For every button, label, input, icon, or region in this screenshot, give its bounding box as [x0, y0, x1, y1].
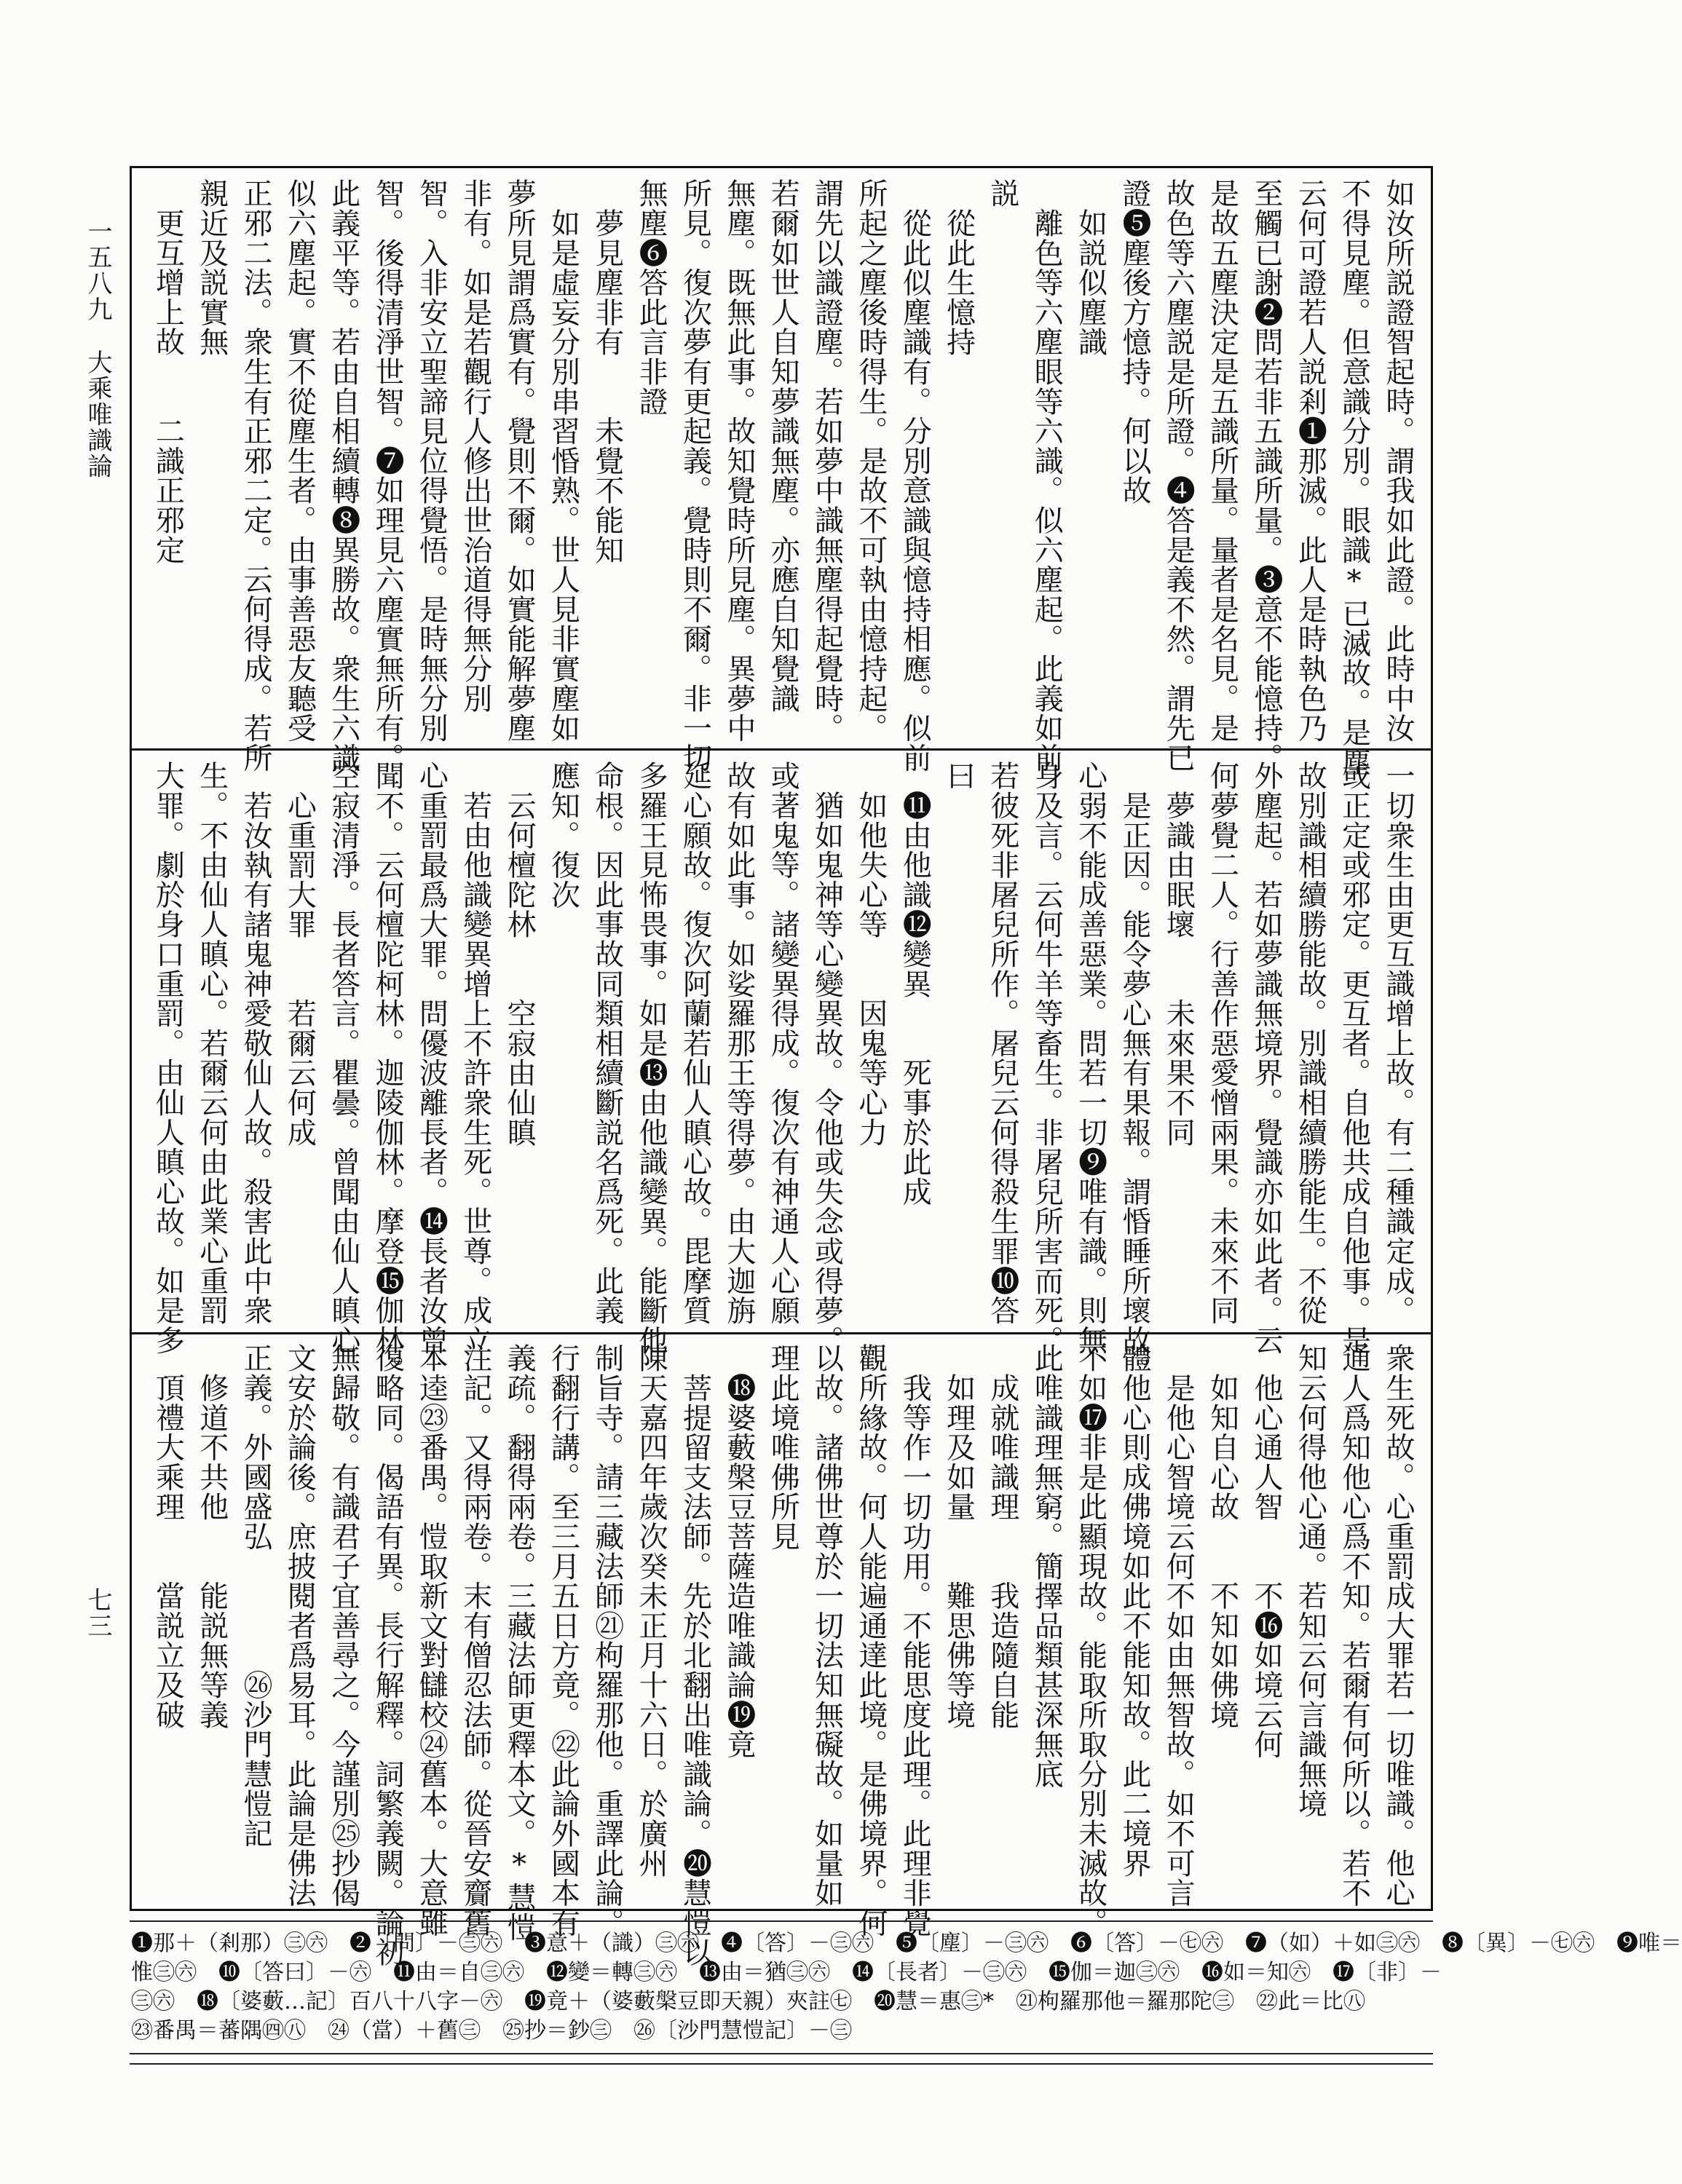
text-column: 若爾如世人自知夢識無塵。亦應自知覺識: [766, 178, 800, 713]
text-column: 何夢覺二人。行善作惡愛憎兩果。未來不同: [1205, 761, 1239, 1326]
text-column: 若彼死非屠兒所作。屠兒云何得殺生罪❿答: [985, 761, 1019, 1326]
text-column: 所見。復次夢有更起義。覺時則不爾。非一切: [678, 178, 712, 772]
text-column: 非有。如是若觀行人修出世治道得無分別: [458, 178, 492, 713]
text-column: 本逵㉓番禺。愷取新文對讎校㉔舊本。大意雖: [414, 1343, 449, 1937]
text-column: 身及言。云何牛羊等畜生。非屠兒所害而死。: [1030, 761, 1064, 1355]
text-column: 通人爲知他心爲不知。若爾有何所以。若不: [1337, 1343, 1371, 1908]
text-column: 至觸已謝❷問若非五識所量。❸意不能憶持。: [1249, 178, 1283, 772]
text-column: 夢識由眠壞 未來果不同: [1161, 761, 1196, 1147]
text-column: 從此似塵識有。分別意識與憶持相應。似前: [898, 178, 932, 772]
text-column: 理此境唯佛所見: [766, 1343, 800, 1551]
text-column: 陳天嘉四年歲次癸未正月十六日。於廣州: [634, 1343, 668, 1878]
text-column: 謂先以識證塵。若如夢中識無塵得起覺時。: [810, 178, 844, 743]
text-column: 不如⓱非是此顯現故。能取所取分別未滅故。: [1073, 1343, 1107, 1937]
text-column: 此義平等。若由自相續轉❽異勝故。衆生六識: [326, 178, 360, 772]
text-column: 如説似塵識: [1073, 178, 1107, 357]
text-column: 如理及如量 難思佛等境: [941, 1343, 976, 1730]
text-column: 證❺塵後方憶持。何以故: [1117, 178, 1151, 505]
text-band-2: [146, 761, 1420, 1385]
text-column: 似六塵起。實不從塵生者。由事善惡友聽受: [283, 178, 317, 743]
text-column: 故有如此事。如娑羅那王等得夢。由大迦旃: [722, 761, 756, 1326]
text-column: 無歸敬。有識君子宜善尋之。今謹別㉕抄偈: [326, 1343, 360, 1908]
text-column: 復略同。偈語有異。長行解釋。詞繁義闕。論初: [371, 1343, 405, 1967]
text-column: 更互增上故 二識正邪定: [151, 178, 185, 565]
text-column: 故別識相續勝能故。別識相續勝能生。不從: [1293, 761, 1327, 1326]
footnote-rule: [130, 1920, 1433, 1922]
text-column: 我等作一切功用。不能思度此理。此理非覺: [898, 1343, 932, 1937]
text-column: 若汝執有諸鬼神愛敬仙人故。殺害此中衆: [239, 761, 273, 1326]
text-column: 是正因。能令夢心無有果報。謂惛睡所壞故。: [1117, 761, 1151, 1385]
page-number: 一五八九: [83, 218, 112, 323]
text-column: 從此生憶持: [941, 178, 976, 357]
text-column: 智。入非安立聖諦見位得覺悟。是時無分別: [414, 178, 449, 743]
footnote-line: ❶那＋（剎那）㊂㊅ ❷〔問〕－㊂㊅ ❸意＋（識）㊂㊅ ❹〔答〕－㊂㊅ ❺〔塵〕－㊂㊅ ❻〔答〕－㊆㊅ ❼（如）＋如㊂㊅ ❽〔異〕－㊆㊅ ❾唯＝: [131, 1931, 1682, 1956]
text-column: 如是虛妄分別串習惛熟。世人見非實塵如: [546, 178, 580, 743]
text-column: 命根。因此事故同類相續斷説名爲死。此義: [590, 761, 624, 1326]
text-column: 行翻行講。至三月五日方竟。㉒此論外國本有: [546, 1343, 580, 1937]
text-column: 曰: [941, 761, 976, 791]
text-column: 是他心智境云何不如由無智故。如不可言: [1161, 1343, 1196, 1908]
text-column: 以故。諸佛世尊於一切法知無礙故。如量如: [810, 1343, 844, 1908]
book-title: 大乘唯識論: [83, 349, 112, 480]
text-column: 如他失心等 因鬼等心力: [853, 761, 888, 1147]
text-column: ⓲婆藪槃豆菩薩造唯識論⓳竟: [722, 1343, 756, 1760]
text-column: 心弱不能成善惡業。問若一切❾唯有識。則無: [1073, 761, 1107, 1355]
text-column: 離色等六塵眼等六識。似六塵起。此義如前: [1030, 178, 1064, 772]
text-column: 衆生死故。心重罰成大罪若一切唯識。他心: [1381, 1343, 1415, 1908]
footnote-line: ㊂㊅ ⓲〔婆藪…記〕百八十八字－㊅ ⓳竟＋（婆藪槃豆即天親）夾註㊆ ⓴慧＝惠㊂* ㉑枸羅那他＝羅那陀㊂ ㉒此＝比㊇: [131, 1989, 1365, 2014]
text-column: 若由他識變異增上不許衆生死。世尊。成立: [458, 761, 492, 1355]
text-column: 義疏。翻得兩卷。三藏法師更釋本文。*慧愷: [502, 1343, 537, 1942]
text-column: 是故五塵決定是五識所量。量者是名見。是: [1205, 178, 1239, 743]
footnotes: [131, 1929, 1682, 2046]
folio-number: 七三: [83, 1587, 112, 1639]
footnote-line: ㉓番禺＝蕃隅㊃㊇ ㉔（當）＋舊㊂ ㉕抄＝鈔㊂ ㉖〔沙門慧愷記〕－㊂: [131, 2018, 852, 2043]
text-column: 智。後得清淨世智。❼如理見六塵實無所有。: [371, 178, 405, 772]
text-column: 云何檀陀林 空寂由仙瞋: [502, 761, 537, 1147]
text-column: 無塵❻答此言非證: [634, 178, 668, 416]
text-column: 體他心則成佛境如此不能知故。此二境界: [1117, 1343, 1151, 1878]
text-column: 夢見塵非有 未覺不能知: [590, 178, 624, 565]
text-column: 不得見塵。但意識分別。眼識*已滅故。是塵: [1337, 178, 1371, 777]
text-band-1: [146, 178, 1420, 777]
text-column: 説: [985, 178, 1019, 208]
text-column: 聞不。云何檀陀柯林。迦陵伽林。摩登⓯伽林。: [371, 761, 405, 1385]
text-column: 一切衆生由更互識增上故。有二種識定成。: [1381, 761, 1415, 1326]
text-column: 多羅王見怖畏事。如是⓭由他識變異。能斷他: [634, 761, 668, 1355]
text-column: 觀所緣故。何人能遍通達此境。是佛境界。何: [853, 1343, 888, 1937]
text-column: 云何可證若人説剎❶那滅。此人是時執色乃: [1293, 178, 1327, 743]
text-column: 心重罰最爲大罪。問優波離長者。⓮長者汝曾: [414, 761, 449, 1355]
text-column: 正義。外國盛弘 ㉖沙門慧愷記: [239, 1343, 273, 1848]
text-column: 生。不由仙人瞋心。若爾云何由此業心重罰: [194, 761, 229, 1326]
text-column: ⓫由他識⓬變異 死事於此成: [898, 761, 932, 1206]
text-column: 正邪二法。衆生有正邪二定。云何得成。若所: [239, 178, 273, 772]
text-column: 無塵。既無此事。故知覺時所見塵。異夢中: [722, 178, 756, 743]
band-divider-2: [130, 1332, 1433, 1334]
text-column: 或正定或邪定。更互者。自他共成自他事。是: [1337, 761, 1371, 1355]
text-column: 菩提留支法師。先於北翻出唯識論。⓴慧愷以: [678, 1343, 712, 1967]
text-column: 夢所見謂爲實有。覺則不爾。如實能解夢塵: [502, 178, 537, 743]
text-column: 如知自心故 不知如佛境: [1205, 1343, 1239, 1730]
band-divider-1: [130, 748, 1433, 751]
bottom-rule-1: [130, 2053, 1433, 2054]
text-column: 心重罰大罪 若爾云何成: [283, 761, 317, 1147]
bottom-rule-2: [130, 2063, 1433, 2065]
text-column: 故色等六塵説是所證。❹答是義不然。謂先已: [1161, 178, 1196, 772]
text-column: 他心通人智 不⓰如境云何: [1249, 1343, 1283, 1760]
text-column: 文安於論後。庶披閱者爲易耳。此論是佛法: [283, 1343, 317, 1908]
text-column: 應知。復次: [546, 761, 580, 909]
text-column: 大罪。劇於身口重罰。由仙人瞋心故。如是多: [151, 761, 185, 1355]
text-column: 如汝所説證智起時。謂我如此證。此時中汝: [1381, 178, 1415, 743]
footnote-line: 惟㊂㊅ ❿〔答曰〕－㊅ ⓫由＝自㊂㊅ ⓬變＝轉㊂㊅ ⓭由＝猶㊂㊅ ⓮〔長者〕－㊂㊅ ⓯伽＝迦㊂㊅ ⓰如＝知㊅ ⓱〔非〕－: [131, 1960, 1442, 1985]
text-column: 猶如鬼神等心變異故。令他或失念或得夢。: [810, 761, 844, 1355]
text-column: 親近及説實無: [194, 178, 229, 357]
text-column: 成就唯識理 我造隨自能: [985, 1343, 1019, 1730]
text-column: 所起之塵後時得生。是故不可執由憶持起。: [853, 178, 888, 743]
text-column: 外塵起。若如夢識無境界。覺識亦如此者。云: [1249, 761, 1283, 1355]
text-column: 注記。又得兩卷。末有僧忍法師。從晉安齎舊: [458, 1343, 492, 1937]
text-column: 空寂清淨。長者答言。瞿曇。曾聞由仙人瞋心: [326, 761, 360, 1355]
text-column: 或著鬼等。諸變異得成。復次有神通人心願: [766, 761, 800, 1326]
text-column: 此唯識理無窮。簡擇品類甚深無底: [1030, 1343, 1064, 1789]
text-column: 修道不共他 能説無等義: [194, 1343, 229, 1730]
text-column: 頂禮大乘理 當説立及破: [151, 1343, 185, 1730]
text-column: 知云何得他心通。若知云何言識無境: [1293, 1343, 1327, 1819]
text-column: 延心願故。復次阿蘭若仙人瞋心故。毘摩質: [678, 761, 712, 1326]
text-column: 制旨寺。請三藏法師㉑枸羅那他。重譯此論。: [590, 1343, 624, 1937]
